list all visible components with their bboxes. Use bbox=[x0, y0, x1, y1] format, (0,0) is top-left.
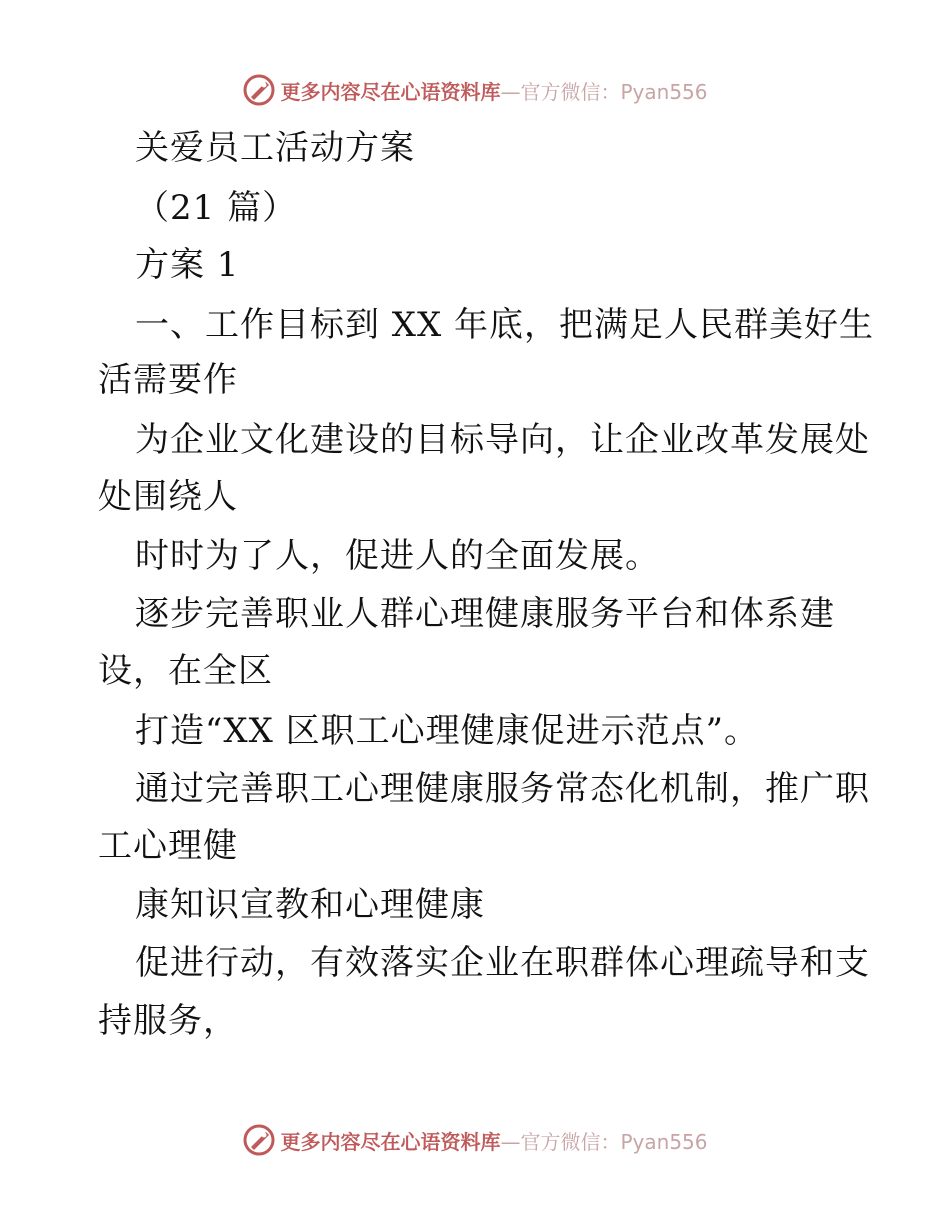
document-subtitle: （21 篇） bbox=[135, 188, 298, 228]
header-watermark bbox=[0, 70, 950, 110]
paragraph-line: 打造“XX 区职工心理健康促进示范点”。 bbox=[135, 711, 759, 751]
logo-icon bbox=[242, 73, 276, 107]
document-title: 关爱员工活动方案 bbox=[135, 128, 415, 168]
footer-watermark bbox=[0, 1120, 950, 1160]
paragraph-line: 通过完善职工心理健康服务常态化机制，推广职 bbox=[135, 769, 870, 809]
watermark-text: 更多内容尽在心语资料库—官方微信：Pyan556 bbox=[280, 79, 708, 104]
watermark-text: 更多内容尽在心语资料库—官方微信：Pyan556 bbox=[280, 1129, 708, 1154]
paragraph-line: 康知识宣教和心理健康 bbox=[135, 885, 485, 925]
paragraph-line: 设，在全区 bbox=[98, 651, 273, 691]
paragraph-line: 活需要作 bbox=[98, 360, 238, 400]
paragraph-line: 处围绕人 bbox=[98, 477, 238, 517]
paragraph-line: 促进行动，有效落实企业在职群体心理疏导和支 bbox=[135, 943, 870, 983]
section-heading: 方案 1 bbox=[135, 245, 240, 285]
logo-icon bbox=[242, 1123, 276, 1157]
paragraph-line: 为企业文化建设的目标导向，让企业改革发展处 bbox=[135, 420, 870, 460]
paragraph-line: 工心理健 bbox=[98, 826, 238, 866]
paragraph-line: 持服务， bbox=[98, 1001, 238, 1041]
paragraph-line: 时时为了人，促进人的全面发展。 bbox=[135, 536, 660, 576]
paragraph-line: 一、工作目标到 XX 年底，把满足人民群美好生 bbox=[135, 305, 875, 345]
paragraph-line: 逐步完善职业人群心理健康服务平台和体系建 bbox=[135, 594, 835, 634]
